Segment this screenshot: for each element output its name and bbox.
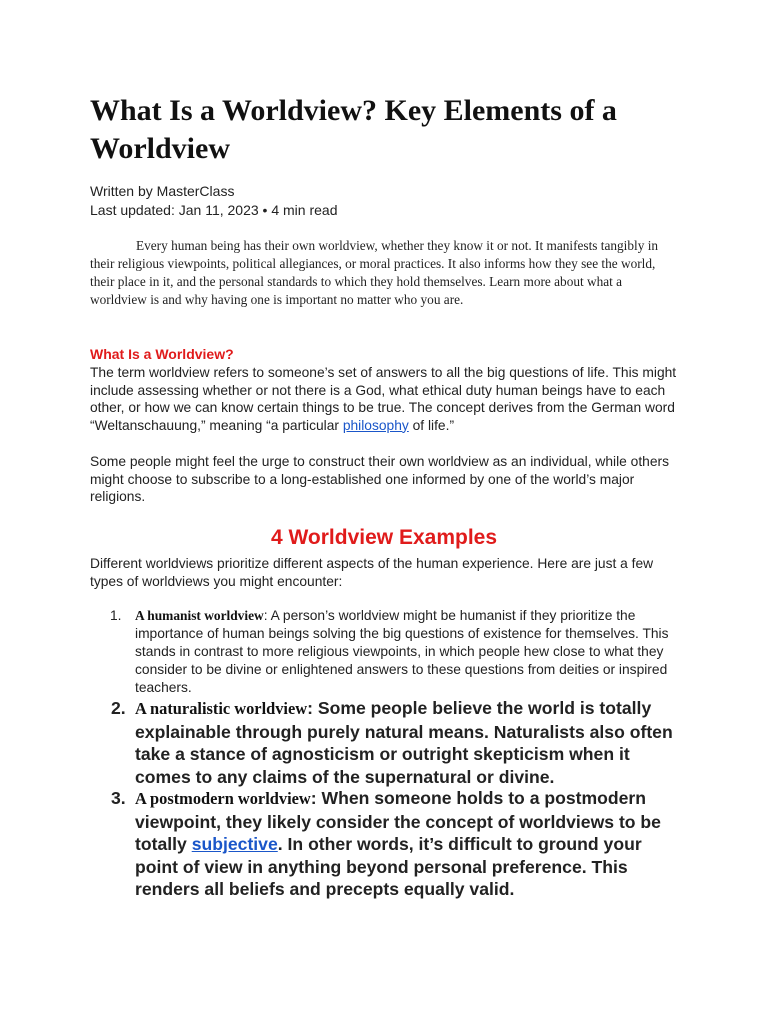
definition-text-end: of life.” [408,417,455,433]
subjective-link[interactable]: subjective [191,834,278,854]
author-line: Written by MasterClass [90,183,235,199]
list-number: 3. [111,788,126,808]
list-item-body: : Some people believe the world is totally explainable through purely natural means. Naturalists also often take a stance of agnosticism or outright skepticism when it comes to any claims of the supernatural or divine. [135,698,673,787]
list-item-text [135,607,680,697]
list-item-text [135,787,680,901]
list-item-term: A humanist worldview [135,608,264,623]
list-item-text [135,697,680,788]
examples-intro: Different worldviews prioritize different aspects of the human experience. Here are just a few types of worldviews you might encounter: [90,556,654,589]
list-item-term: A naturalistic worldview [135,699,308,718]
list-item-body: : When someone holds to a postmodern viewpoint, they likely consider the concept of worldviews to be totally [135,788,661,854]
list-number: 1. [110,608,122,623]
section-heading-what-is: What Is a Worldview? [90,346,234,362]
list-item-body: : A person’s worldview might be humanist if they prioritize the importance of human beings solving the big questions of existence for themselves. This stands in contrast to more religious viewpoints, in which people hew close to what they consider to be divine or enlightened answers to these questions from deities or inspired teachers. [135,608,669,695]
updated-line: Last updated: Jan 11, 2023 • 4 min read [90,202,338,218]
article-title: What Is a Worldview? Key Elements of a Worldview [90,94,617,165]
article-meta [90,182,690,220]
construct-paragraph: Some people might feel the urge to construct their own worldview as an individual, while others might choose to subscribe to a long-established one informed by one of the world’s major religions. [90,454,670,505]
section-heading-examples: 4 Worldview Examples [270,526,498,549]
list-number: 2. [111,698,126,718]
philosophy-link[interactable]: philosophy [342,417,409,433]
definition-text: The term worldview refers to someone’s set of answers to all the big questions of life. This might include assessing whether or not there is a God, what ethical duty human beings have to each other, or how we can know certain things to be true. The concept derives from the German word “Weltanschauung,” meaning “a particular [90,365,677,433]
list-item-term: A postmodern worldview [135,789,311,808]
intro-paragraph: Every human being has their own worldview, whether they know it or not. It manifests tangibly in their religious viewpoints, political allegiances, or moral practices. It also informs how they see the world, their place in it, and the personal standards to which they hold themselves. Learn more about what a worldview is and why having one is important no matter who you are. [90,238,659,307]
list-item-body-end: . In other words, it’s difficult to ground your point of view in anything beyond personal preference. This renders all beliefs and precepts equally valid. [135,834,642,899]
definition-paragraph [90,364,680,434]
